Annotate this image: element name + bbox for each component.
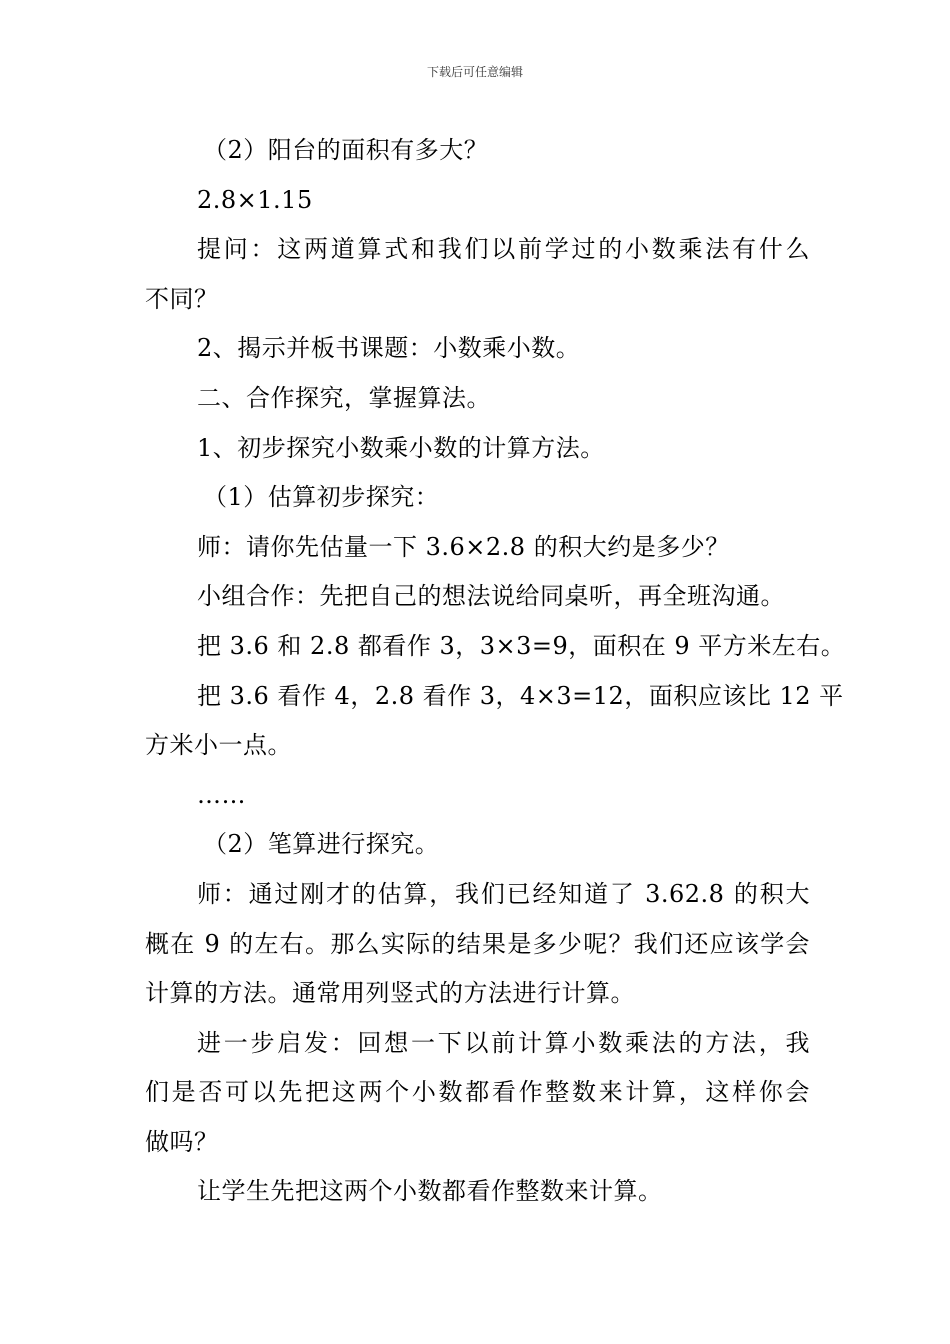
paragraph-line: 不同？ xyxy=(145,284,219,313)
paragraph-line: 师：通过刚才的估算，我们已经知道了 3.62.8 的积大 xyxy=(197,879,810,908)
document-body xyxy=(145,126,846,1217)
paragraph-line: 把 3.6 看作 4，2.8 看作 3，4×3=12，面积应该比 12 平 xyxy=(197,681,844,710)
paragraph-line: 2.8×1.15 xyxy=(197,185,313,214)
paragraph-line: 计算的方法。通常用列竖式的方法进行计算。 xyxy=(145,979,635,1008)
page-header: 下载后可任意编辑 xyxy=(426,65,523,79)
paragraph-line: （2）阳台的面积有多大？ xyxy=(203,136,489,164)
paragraph-line: （1）估算初步探究： xyxy=(203,483,440,512)
paragraph-line: 二、合作探究，掌握算法。 xyxy=(197,383,491,412)
paragraph-line: 2、揭示并板书课题：小数乘小数。 xyxy=(197,334,581,363)
paragraph-line: （2）笔算进行探究。 xyxy=(203,830,440,859)
paragraph-line: 概在 9 的左右。那么实际的结果是多少呢？我们还应该学会 xyxy=(145,929,810,958)
paragraph-line: 们是否可以先把这两个小数都看作整数来计算，这样你会 xyxy=(145,1078,810,1107)
paragraph-line: 把 3.6 和 2.8 都看作 3，3×3=9，面积在 9 平方米左右。 xyxy=(197,631,846,660)
paragraph-line: 小组合作：先把自己的想法说给同桌听，再全班沟通。 xyxy=(197,582,785,611)
paragraph-line: 让学生先把这两个小数都看作整数来计算。 xyxy=(197,1177,663,1206)
paragraph-line: 方米小一点。 xyxy=(145,731,292,760)
paragraph-line: 1、初步探究小数乘小数的计算方法。 xyxy=(197,433,605,462)
ellipsis-line: …… xyxy=(197,780,246,809)
paragraph-line: 师：请你先估量一下 3.6×2.8 的积大约是多少？ xyxy=(197,532,730,561)
paragraph-line: 进一步启发：回想一下以前计算小数乘法的方法，我 xyxy=(197,1028,810,1057)
paragraph-line: 提问：这两道算式和我们以前学过的小数乘法有什么 xyxy=(197,235,810,264)
paragraph-line: 做吗？ xyxy=(145,1127,219,1156)
